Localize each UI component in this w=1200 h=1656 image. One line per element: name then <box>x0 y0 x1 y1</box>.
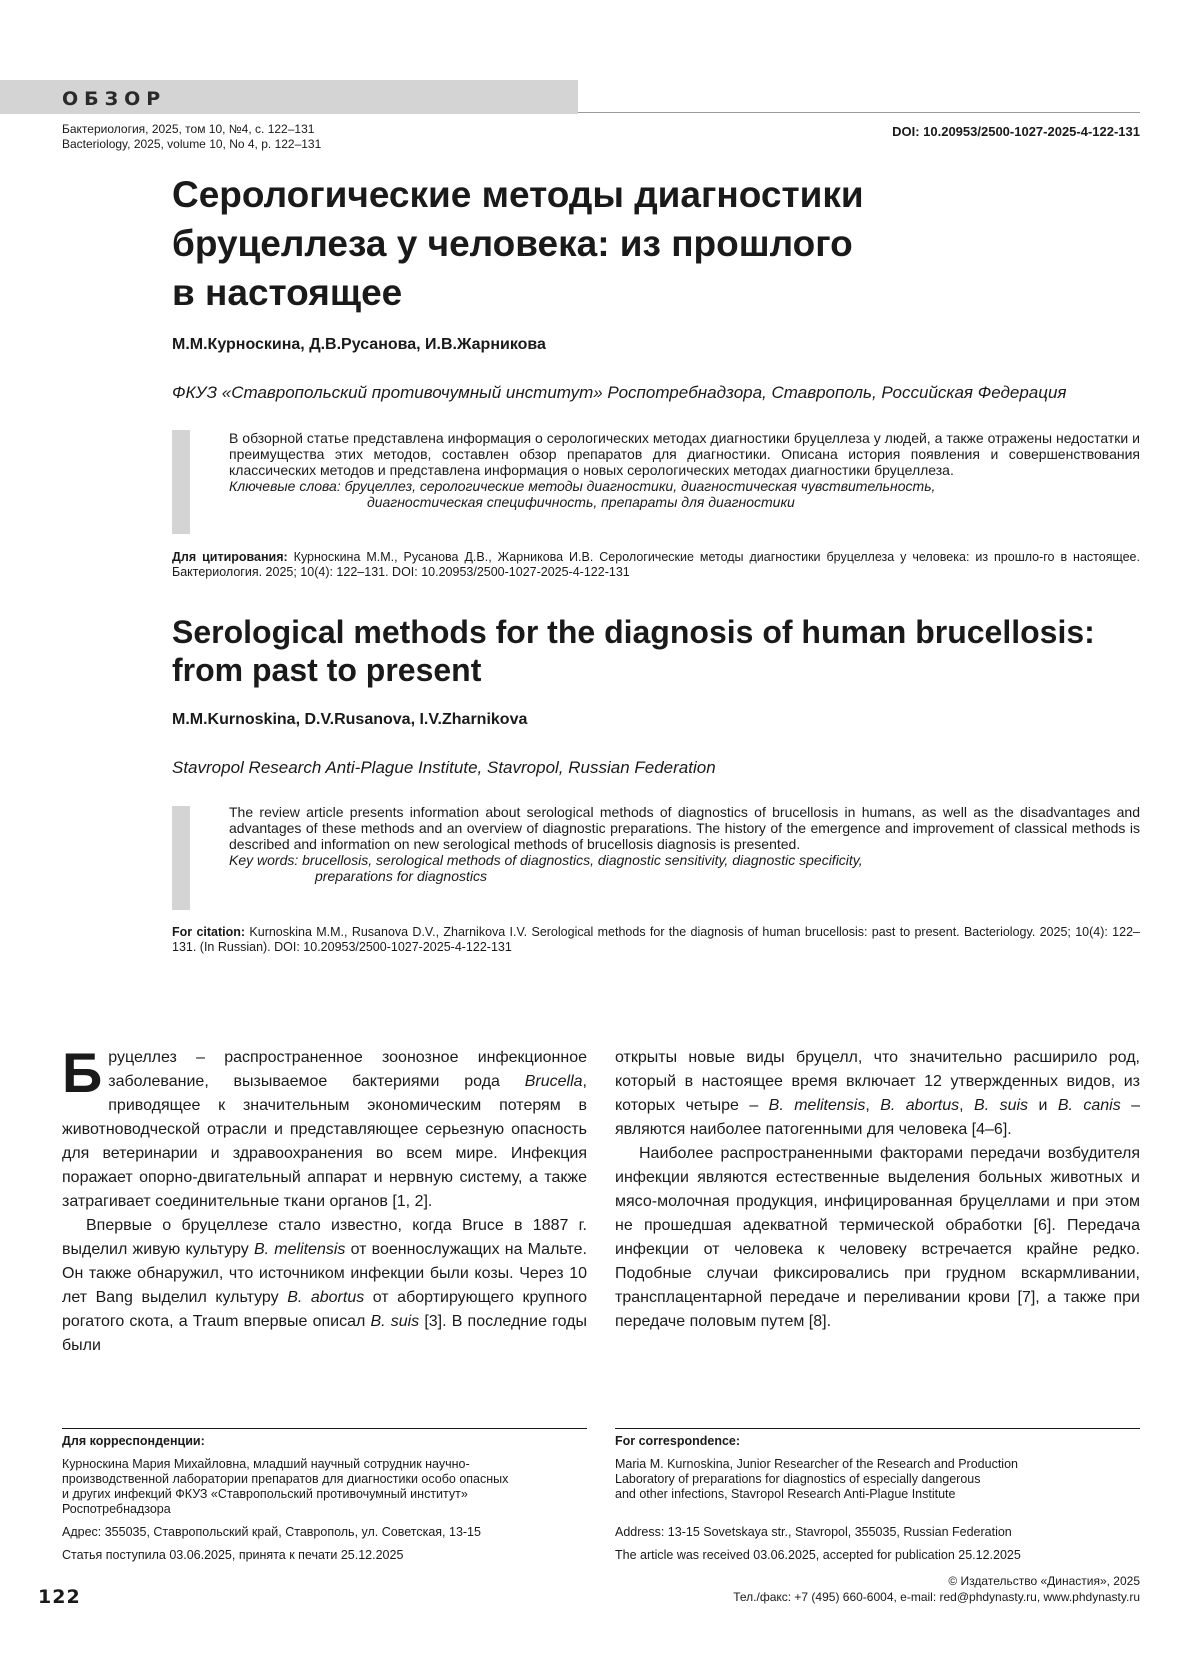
body-text: и <box>1028 1097 1058 1114</box>
title-ru-line: бруцеллеза у человека: из прошлого <box>172 223 853 264</box>
species-name: B. melitensis <box>768 1097 866 1114</box>
keywords-en <box>229 852 1140 884</box>
article-title-en <box>172 613 1152 689</box>
species-name: B. melitensis <box>253 1241 346 1258</box>
keywords-en-line1: brucellosis, serological methods of diagnostics, diagnostic sensitivity, diagnostic specificity, <box>302 852 863 868</box>
citation-ru-text: Курноскина М.М., Русанова Д.В., Жарникова И.В. Серологические методы диагностики бруцеллеза у человека: из прошло-го в настоящее. Бактериология. 2025; 10(4): 122–131. DOI: 10.20953/2500-1027-2025-4-122-131 <box>172 550 1140 579</box>
body-paragraph <box>62 1041 587 1214</box>
genus-name: Brucella <box>524 1073 583 1090</box>
footer-rule-left <box>62 1428 587 1429</box>
correspondence-ru-line: Курноскина Мария Михайловна, младший научный сотрудник научно- <box>62 1457 470 1471</box>
body-text: , <box>959 1097 975 1114</box>
body-text: от абортирующего крупного рогатого скота, а Traum впервые описал <box>62 1289 587 1330</box>
correspondence-en-line: and other infections, Stavropol Research Anti-Plague Institute <box>615 1487 956 1501</box>
body-text: – являются наиболее патогенными для человека [4–6]. <box>615 1097 1141 1138</box>
abstract-ru-text: В обзорной статье представлена информация о серологических методах диагностики бруцеллеза у людей, а также отражены недостатки и преимущества этих методов, составлен обзор препаратов для диагностики. Описана история появления и совершенствования классических методов и представлена информация о новых серологических методах диагностики бруцеллеза. <box>229 430 1140 478</box>
authors-ru: М.М.Курноскина, Д.В.Русанова, И.В.Жарникова <box>172 336 546 353</box>
species-name: B. suis <box>974 1097 1029 1114</box>
citation-en <box>172 925 1140 955</box>
affiliation-ru: ФКУЗ «Ставропольский противочумный институт» Роспотребнадзора, Ставрополь, Российская Федерация <box>172 383 1067 402</box>
publisher-copyright: © Издательство «Династия», 2025 <box>948 1574 1140 1588</box>
abstract-en <box>229 804 1140 884</box>
citation-ru-label: Для цитирования: <box>172 550 288 564</box>
body-text: руцеллез – распространенное зоонозное инфекционное заболевание, вызываемое бактериями рода <box>108 1049 587 1090</box>
correspondence-ru-line: производственной лаборатории препаратов для диагностики особо опасных <box>62 1472 509 1486</box>
body-column-right <box>615 1046 1140 1334</box>
body-column-left <box>62 1041 587 1358</box>
abstract-en-marker <box>172 806 190 910</box>
species-name: B. abortus <box>287 1289 365 1306</box>
keywords-ru-line2: диагностическая специфичность, препараты для диагностики <box>367 494 795 510</box>
body-paragraph: Наиболее распространенными факторами передачи возбудителя инфекции являются естественные выделения больных животных и мясо-молочная продукция, инфицированная бруцеллами и при этом не прошедшая адекватной термической обработки [6]. Передача инфекции от человека к человеку встречается крайне редко. Подобные случаи фиксировались при грудном вскармливании, трансплацентарной передаче и переливании крови [7], а также при передаче половым путем [8]. <box>615 1145 1140 1330</box>
journal-citation-ru: Бактериология, 2025, том 10, №4, с. 122–131 <box>62 122 315 136</box>
footer-rule-right <box>615 1428 1140 1429</box>
keywords-en-label: Key words: <box>229 852 299 868</box>
address-en: Address: 13-15 Sovetskaya str., Stavropol, 355035, Russian Federation <box>615 1525 1012 1539</box>
correspondence-ru-line: и других инфекций ФКУЗ «Ставропольский противочумный институт» <box>62 1487 468 1501</box>
species-name: B. canis <box>1057 1097 1121 1114</box>
title-ru-line: Серологические методы диагностики <box>172 174 864 215</box>
journal-citation-en: Bacteriology, 2025, volume 10, No 4, p. 122–131 <box>62 137 322 151</box>
abstract-ru-marker <box>172 430 190 534</box>
affiliation-en: Stavropol Research Anti-Plague Institute, Stavropol, Russian Federation <box>172 758 716 777</box>
abstract-en-text: The review article presents information about serological methods of diagnostics of brucellosis in humans, as well as the disadvantages and advantages of these methods and an overview of diagnostic preparations. The history of the emergence and improvement of classical methods is described and information on new serological methods of brucellosis diagnosis is presented. <box>229 804 1140 852</box>
section-label: ОБЗОР <box>62 88 167 110</box>
publisher-info <box>733 1573 1140 1605</box>
correspondence-en-line: Maria M. Kurnoskina, Junior Researcher of the Research and Production <box>615 1457 1018 1471</box>
title-ru-line: в настоящее <box>172 272 403 313</box>
title-en-line: from past to present <box>172 652 482 688</box>
doi-header: DOI: 10.20953/2500-1027-2025-4-122-131 <box>892 124 1140 139</box>
header-rule <box>578 112 1140 113</box>
authors-en: M.M.Kurnoskina, D.V.Rusanova, I.V.Zharnikova <box>172 711 528 728</box>
abstract-ru <box>229 430 1140 510</box>
body-paragraph <box>615 1046 1140 1142</box>
citation-en-text: Kurnoskina M.M., Rusanova D.V., Zharnikova I.V. Serological methods for the diagnosis of human brucellosis: past to present. Bacteriology. 2025; 10(4): 122–131. (In Russian). DOI: 10.20953/2500-1027-2025-4-122-131 <box>172 925 1140 954</box>
title-en-line: Serological methods for the diagnosis of human brucellosis: <box>172 614 1095 650</box>
body-text: от военнослужащих на Мальте. Он также обнаружил, что источником инфекции были козы. Через 10 лет Bang выделил культуру <box>62 1241 587 1306</box>
species-name: B. suis <box>370 1313 420 1330</box>
species-name: B. abortus <box>880 1097 960 1114</box>
body-text: , приводящее к значительным экономическим потерям в животноводческой отрасли и представляющее серьезную опасность для ветеринарии и здравоохранения во всем мире. Инфекция поражает опорно-двигательный аппарат и нервную систему, а также затрагивает соединительные ткани органов [1, 2]. <box>62 1073 587 1210</box>
keywords-ru <box>229 478 1140 510</box>
correspondence-en <box>615 1434 1140 1563</box>
page-number: 122 <box>38 1586 81 1608</box>
keywords-ru-label: Ключевые слова: <box>229 478 341 494</box>
received-ru: Статья поступила 03.06.2025, принята к печати 25.12.2025 <box>62 1548 404 1562</box>
drop-cap: Б <box>62 1041 103 1104</box>
address-ru: Адрес: 355035, Ставропольский край, Ставрополь, ул. Советская, 13-15 <box>62 1525 481 1539</box>
body-paragraph <box>62 1214 587 1358</box>
publisher-contacts: Тел./факс: +7 (495) 660-6004, e-mail: red@phdynasty.ru, www.phdynasty.ru <box>733 1590 1140 1604</box>
correspondence-en-heading: For correspondence: <box>615 1434 741 1448</box>
citation-en-label: For citation: <box>172 925 246 939</box>
correspondence-ru-heading: Для корреспонденции: <box>62 1434 205 1448</box>
body-text: открыты новые виды бруцелл, что значительно расширило род, который в настоящее время включает 12 утвержденных видов, из которых четыре – <box>615 1049 1140 1114</box>
correspondence-en-line: Laboratory of preparations for diagnostics of especially dangerous <box>615 1472 981 1486</box>
keywords-ru-line1: бруцеллез, серологические методы диагностики, диагностическая чувствительность, <box>344 478 936 494</box>
body-text: Впервые о бруцеллезе стало известно, когда Bruce в 1887 г. выделил живую культуру <box>62 1217 587 1258</box>
keywords-en-line2: preparations for diagnostics <box>315 868 487 884</box>
received-en: The article was received 03.06.2025, accepted for publication 25.12.2025 <box>615 1548 1021 1562</box>
article-title-ru <box>172 170 1072 317</box>
correspondence-ru-line: Роспотребнадзора <box>62 1502 171 1516</box>
body-text: [3]. В последние годы были <box>62 1313 587 1354</box>
correspondence-ru <box>62 1434 587 1563</box>
body-text: , <box>865 1097 881 1114</box>
journal-citation <box>62 122 321 152</box>
citation-ru <box>172 550 1140 580</box>
